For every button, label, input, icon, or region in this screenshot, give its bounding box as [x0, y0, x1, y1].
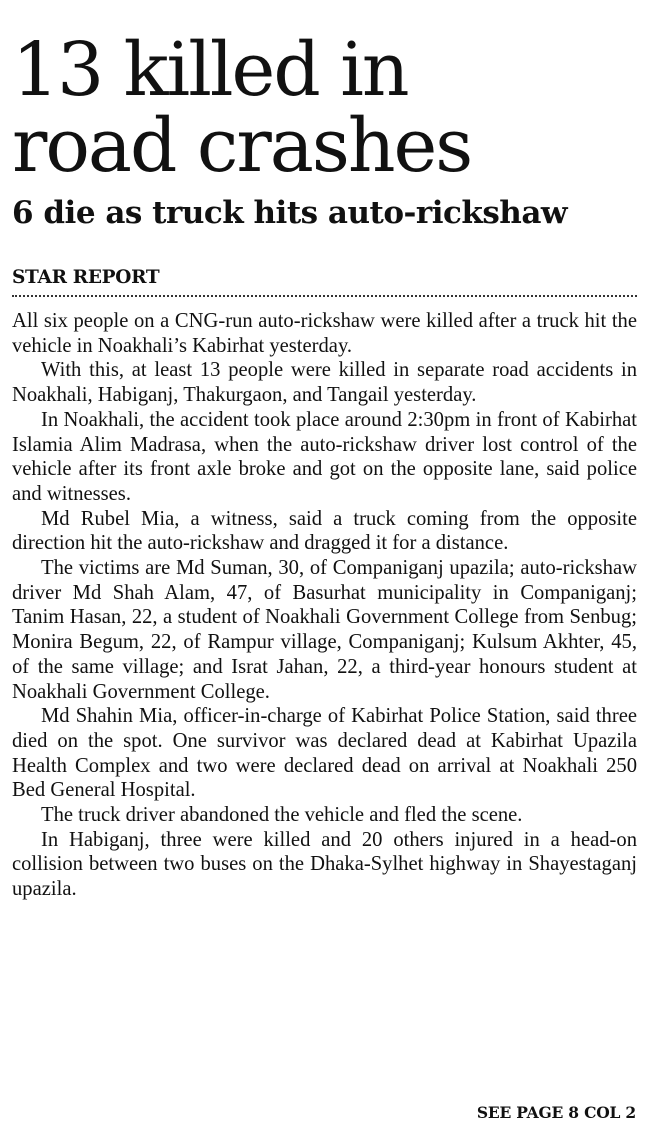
headline-line-1: 13 killed in [12, 27, 408, 113]
paragraph-2: With this, at least 13 people were killed in separate road accidents in Noakhali, Habiganj, Thakurgaon, and Tangail yesterday. [12, 359, 637, 407]
paragraph-6: Md Shahin Mia, officer-in-charge of Kabirhat Police Station, said three died on the spot. One survivor was declared dead at Kabirhat Upazila Health Complex and two were declared dead on arrival at Noakhali 250 Bed General Hospital. [12, 705, 637, 802]
paragraph-8: In Habiganj, three were killed and 20 others injured in a head-on collision between two buses on the Dhaka-Sylhet highway in Shayestaganj upazila. [12, 828, 637, 901]
paragraph-7: The truck driver abandoned the vehicle and fled the scene. [41, 804, 523, 827]
news-article [12, 0, 637, 902]
paragraph-3: In Noakhali, the accident took place around 2:30pm in front of Kabirhat Islamia Alim Madrasa, when the auto-rickshaw driver lost control of the vehicle after its front axle broke and got on the opposite lane, said police and witnesses. [12, 408, 637, 505]
byline: STAR REPORT [12, 266, 637, 297]
headline-line-2: road crashes [12, 103, 472, 189]
article-body [12, 309, 637, 902]
subheadline: 6 die as truck hits auto-rickshaw [12, 195, 568, 231]
headline [12, 27, 637, 189]
continued-jump-line: SEE PAGE 8 COL 2 [476, 1103, 636, 1122]
paragraph-5: The victims are Md Suman, 30, of Companiganj upazila; auto-rickshaw driver Md Shah Alam, 47, of Basurhat municipality in Companiganj; Tanim Hasan, 22, a student of Noakhali Government College from Senbug; Monira Begum, 22, of Rampur village, Companiganj; Kulsum Akhter, 45, of the same village; and Israt Jahan, 22, a third-year honours student at Noakhali Government College. [12, 557, 637, 703]
paragraph-4: Md Rubel Mia, a witness, said a truck coming from the opposite direction hit the auto-rickshaw and dragged it for a distance. [12, 507, 637, 555]
paragraph-1: All six people on a CNG-run auto-rickshaw were killed after a truck hit the vehicle in Noakhali’s Kabirhat yesterday. [12, 310, 637, 357]
